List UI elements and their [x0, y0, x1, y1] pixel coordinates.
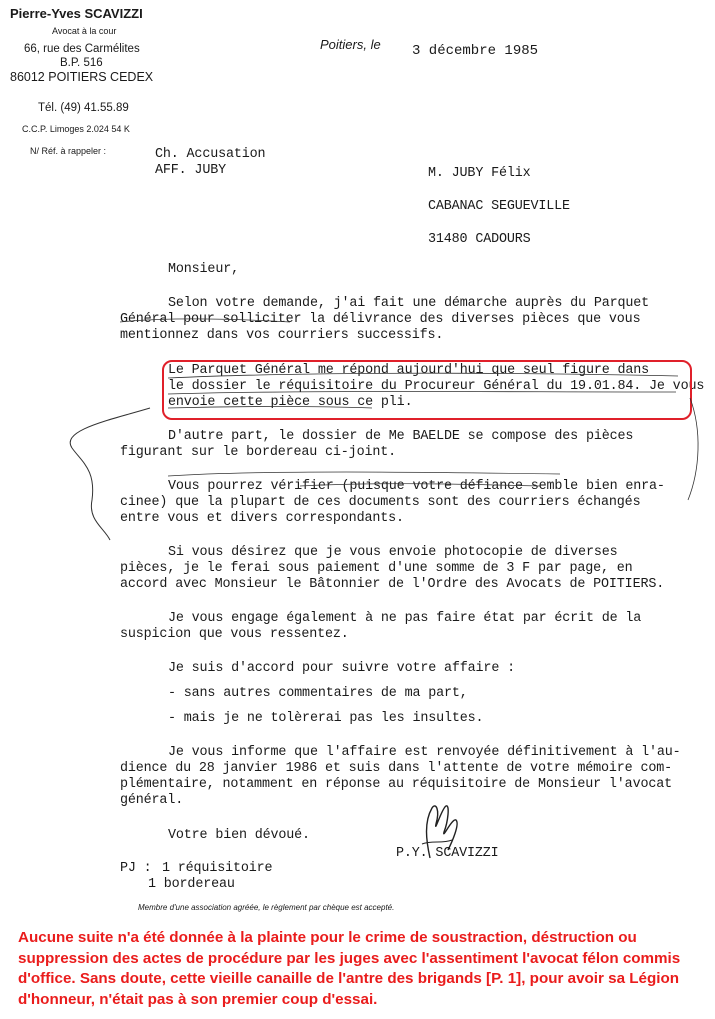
sender-city: 86012 POITIERS CEDEX — [10, 70, 154, 84]
sender-name: Pierre-Yves SCAVIZZI — [10, 6, 143, 21]
text-line: suspicion que vous ressentez. — [120, 627, 349, 642]
text-line: Le Parquet Général me répond aujourd'hui que seul figure dans — [168, 363, 650, 378]
enclosure-item: 1 bordereau — [148, 877, 235, 892]
recipient-line: CABANAC SEGUEVILLE — [428, 199, 570, 214]
text-line: figurant sur le bordereau ci-joint. — [120, 445, 396, 460]
text-line: Vous pourrez vérifier (puisque votre défiance semble bien enra- — [168, 479, 665, 494]
text-line: le dossier le réquisitoire du Procureur Général du 19.01.84. Je vous — [168, 379, 705, 394]
place: Poitiers, le — [320, 37, 381, 52]
text-line: accord avec Monsieur le Bâtonnier de l'Ordre des Avocats de POITIERS. — [120, 577, 665, 592]
text-line: Selon votre demande, j'ai fait une démarche auprès du Parquet — [168, 296, 650, 311]
reference-line: Ch. Accusation — [155, 147, 266, 162]
text-line: dience du 28 janvier 1986 et suis dans l'attente de votre mémoire com- — [120, 761, 672, 776]
text-line: pièces, je le ferai sous paiement d'une somme de 3 F par page, en — [120, 561, 633, 576]
recipient-line: 31480 CADOURS — [428, 232, 531, 247]
enclosure-label: PJ : — [120, 861, 152, 876]
sender-ccp: C.C.P. Limoges 2.024 54 K — [22, 124, 130, 134]
text-line: - mais je ne tolèrerai pas les insultes. — [168, 711, 484, 726]
text-line: cinee) que la plupart de ces documents sont des courriers échangés — [120, 495, 641, 510]
sender-phone: Tél. (49) 41.55.89 — [38, 102, 129, 114]
text-line: Je vous engage également à ne pas faire état par écrit de la — [168, 611, 642, 626]
text-line: Je vous informe que l'affaire est renvoyée définitivement à l'au- — [168, 745, 681, 760]
text-line: entre vous et divers correspondants. — [120, 511, 404, 526]
enclosure-item: 1 réquisitoire — [162, 861, 273, 876]
letter-date: 3 décembre 1985 — [412, 43, 539, 59]
text-line: Général pour solliciter la délivrance des diverses pièces que vous — [120, 312, 641, 327]
text-line: envoie cette pièce sous ce pli. — [168, 395, 413, 410]
text-line: plémentaire, notamment en réponse au réquisitoire de Monsieur l'avocat — [120, 777, 672, 792]
signature-name: P.Y. SCAVIZZI — [396, 846, 499, 861]
text-line: D'autre part, le dossier de Me BAELDE se compose des pièces — [168, 429, 634, 444]
text-line: Je suis d'accord pour suivre votre affaire : — [168, 661, 515, 676]
sender-title: Avocat à la cour — [52, 26, 117, 36]
reference-line: AFF. JUBY — [155, 163, 226, 178]
sender-street: 66, rue des Carmélites — [24, 43, 140, 55]
text-line: Si vous désirez que je vous envoie photocopie de diverses — [168, 545, 618, 560]
text-line: - sans autres commentaires de ma part, — [168, 686, 468, 701]
text-line: général. — [120, 793, 184, 808]
annotation-text: Aucune suite n'a été donnée à la plainte pour le crime de soustraction, déstruction ou suppression des actes de procédure par les juges avec l'assentiment l'avocat félon commis d'office. Sans doute, cette vieille canaille de l'antre des brigands [P. 1], pour avoir sa Légion d'honneur, n'était pas à son premier coup d'essai. — [18, 929, 681, 1008]
footer-note: Membre d'une association agréée, le règlement par chèque est accepté. — [138, 903, 395, 912]
text-line: mentionnez dans vos courriers successifs. — [120, 328, 444, 343]
recipient-line: M. JUBY Félix — [428, 166, 531, 181]
reference-label: N/ Réf. à rappeler : — [30, 146, 107, 156]
sender-po-box: B.P. 516 — [60, 57, 103, 69]
salutation: Monsieur, — [168, 262, 239, 277]
closing: Votre bien dévoué. — [168, 828, 310, 843]
